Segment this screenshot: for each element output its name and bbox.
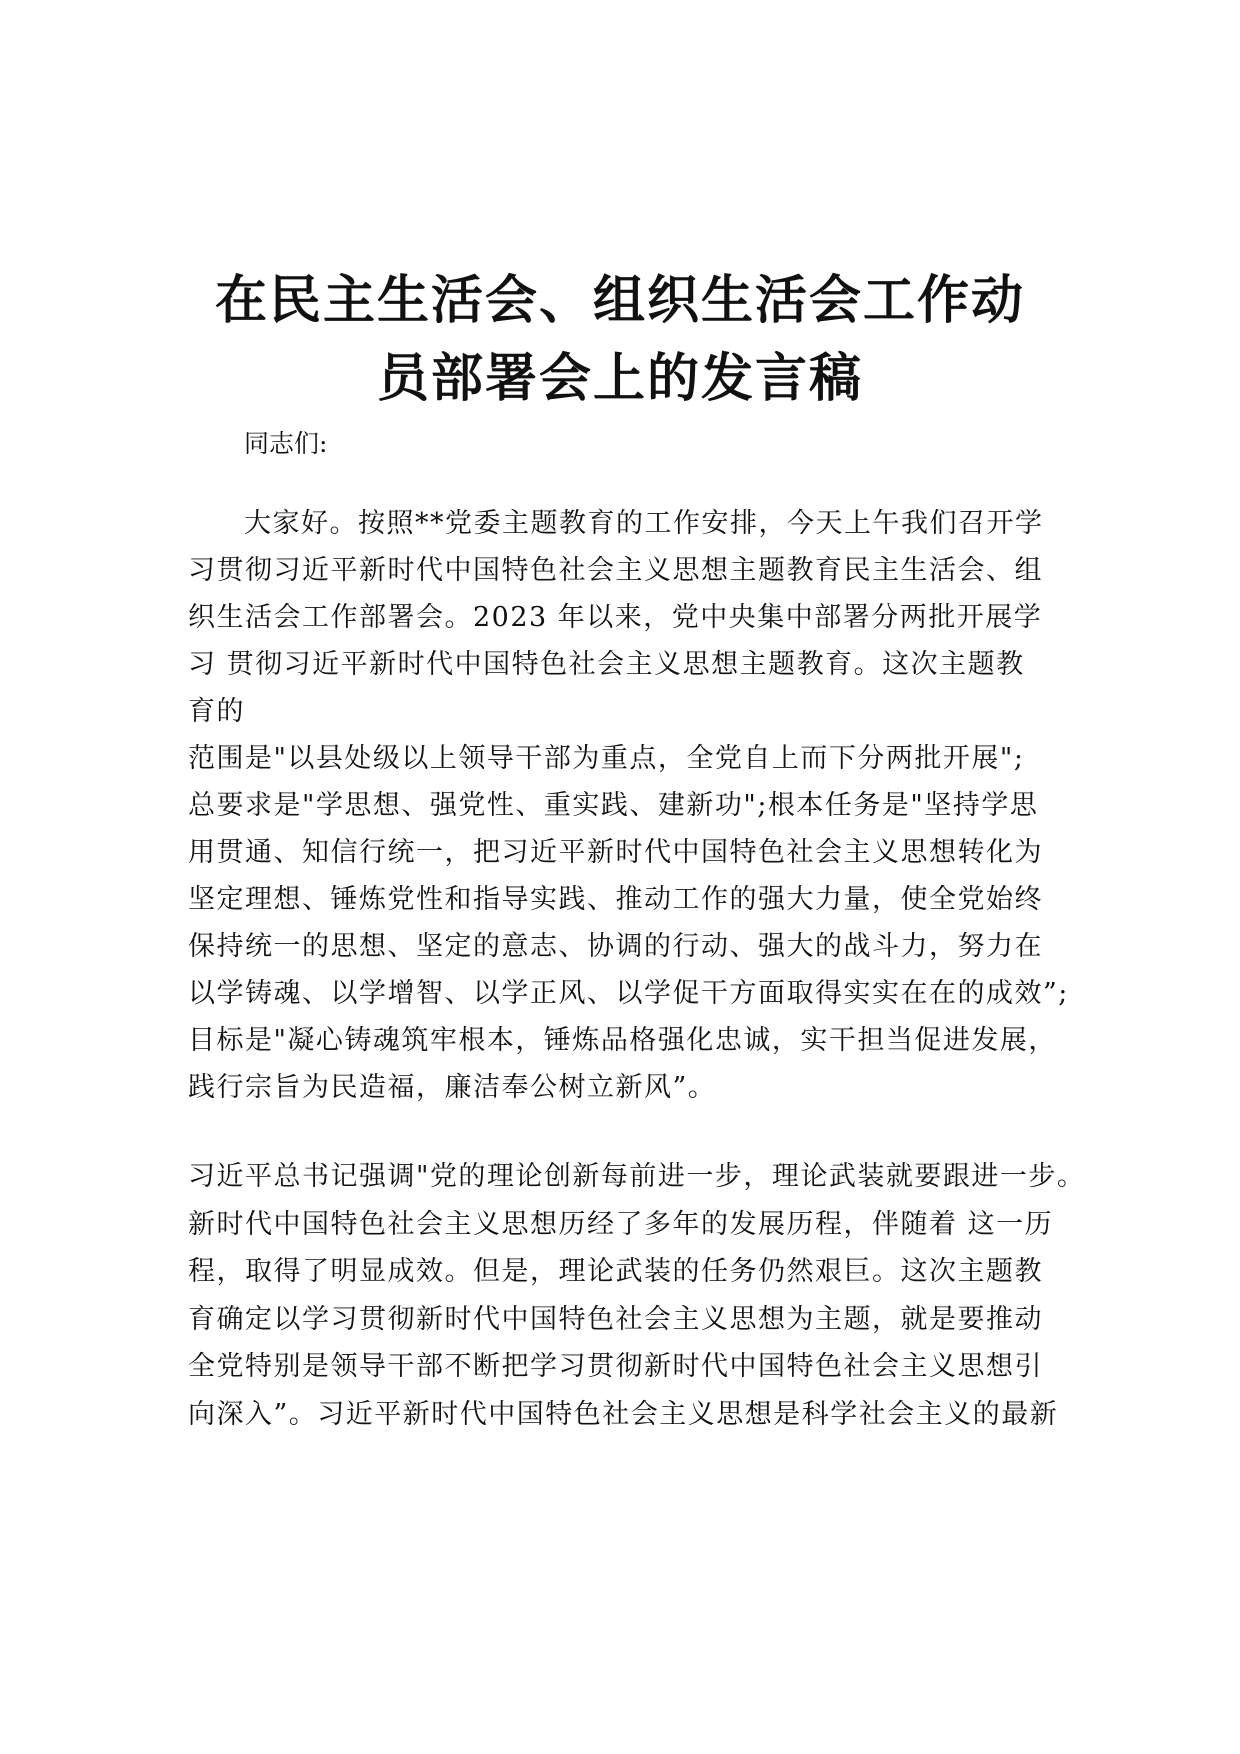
paragraph-line: 以学铸魂、以学增智、以学正风、以学促干方面取得实实在在的成效”; — [188, 978, 1069, 1009]
paragraph-line: 目标是"凝心铸魂筑牢根本，锤炼品格强化忠诚，实干担当促进发展， — [188, 1025, 1057, 1056]
paragraph-line: 向深入”。习近平新时代中国特色社会主义思想是科学社会主义的最新 — [188, 1398, 1059, 1430]
body-paragraph — [188, 1153, 1085, 1438]
paragraph-line: 坚定理想、锤炼党性和指导实践、推动工作的强大力量，使全党始终 — [188, 884, 1043, 915]
salutation: 同志们: — [244, 429, 328, 458]
paragraph-line: 习 贯彻习近平新时代中国特色社会主义思想主题教育。这次主题教 — [188, 649, 1025, 680]
paragraph-line: 全党特别是领导干部不断把学习贯彻新时代中国特色社会主义思想引 — [188, 1351, 1043, 1382]
paragraph-line: 习贯彻习近平新时代中国特色社会主义思想主题教育民主生活会、组 — [188, 555, 1043, 586]
paragraph-line: 新时代中国特色社会主义思想历经了多年的发展历程，伴随着 这一历 — [188, 1208, 1054, 1240]
paragraph-line: 践行宗旨为民造福，廉洁奉公树立新风”。 — [188, 1072, 717, 1103]
paragraph-line: 织生活会工作部署会。2023 年以来，党中央集中部署分两批开展学 — [188, 602, 1043, 633]
title-line: 在民主生活会、组织生活会工作动 — [214, 270, 1025, 331]
title-line: 员部署会上的发言稿 — [376, 348, 863, 409]
paragraph-line: 育的 — [188, 696, 245, 727]
paragraph-line: 程，取得了明显成效。但是，理论武装的任务仍然艰巨。这次主题教 — [188, 1256, 1043, 1287]
paragraph-line: 大家好。按照**党委主题教育的工作安排，今天上午我们召开学 — [244, 508, 1044, 539]
paragraph-line: 保持统一的思想、坚定的意志、协调的行动、强大的战斗力，努力在 — [188, 931, 1043, 962]
paragraph-line: 范围是"以县处级以上领导干部为重点，全党自上而下分两批开展"; — [188, 743, 1025, 774]
paragraph-line: 习近平总书记强调"党的理论创新每前进一步，理论武装就要跟进一步。 — [188, 1161, 1086, 1192]
document-title — [150, 262, 1090, 418]
body-paragraph — [188, 500, 1069, 1111]
paragraph-line: 育确定以学习贯彻新时代中国特色社会主义思想为主题，就是要推动 — [188, 1303, 1043, 1335]
paragraph-line: 总要求是"学思想、强党性、重实践、建新功";根本任务是"坚持学思 — [188, 790, 1039, 821]
paragraph-line: 用贯通、知信行统一，把习近平新时代中国特色社会主义思想转化为 — [188, 837, 1043, 868]
